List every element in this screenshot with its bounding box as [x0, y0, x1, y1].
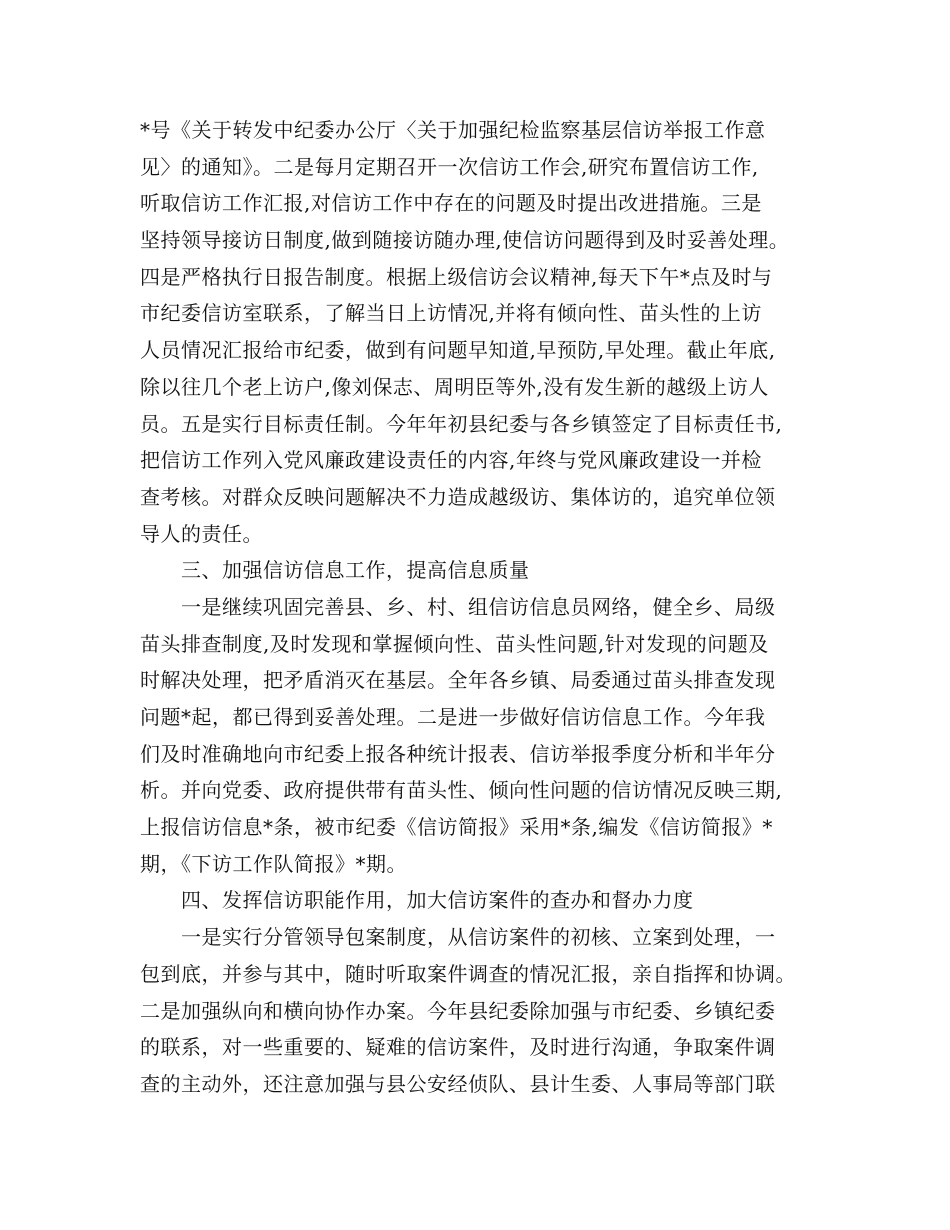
text-line: 坚持领导接访日制度,做到随接访随办理,使信访问题得到及时妥善处理。	[140, 228, 790, 253]
text-line: 导人的责任。	[140, 521, 263, 546]
text-line: 析。并向党委、政府提供带有苗头性、倾向性问题的信访情况反映三期,	[140, 778, 783, 803]
text-line: 见〉的通知》。二是每月定期召开一次信访工作会,研究布置信访工作,	[140, 154, 759, 179]
text-line: 时解决处理，把矛盾消灭在基层。全年各乡镇、局委通过苗头排查发现	[140, 668, 776, 693]
text-line: 三、加强信访信息工作，提高信息质量	[140, 558, 530, 583]
text-line: 除以往几个老上访户,像刘保志、周明臣等外,没有发生新的越级上访人	[140, 374, 769, 399]
text-line: 人员情况汇报给市纪委，做到有问题早知道,早预防,早处理。截止年底,	[140, 338, 776, 363]
text-line: 二是加强纵向和横向协作办案。今年县纪委除加强与市纪委、乡镇纪委	[140, 998, 776, 1023]
text-line: 苗头排查制度,及时发现和掌握倾向性、苗头性问题,针对发现的问题及	[140, 631, 769, 656]
text-line: 上报信访信息*条，被市纪委《信访简报》采用*条,编发《信访简报》*	[140, 815, 773, 840]
text-line: 包到底，并参与其中，随时听取案件调查的情况汇报，亲自指挥和协调。	[140, 961, 796, 986]
text-line: 问题*起，都已得到妥善处理。二是进一步做好信访信息工作。今年我	[140, 705, 766, 729]
text-line: 四、发挥信访职能作用，加大信访案件的查办和督办力度	[140, 888, 694, 913]
text-line: 期，《下访工作队简报》*期。	[140, 851, 407, 876]
text-line: 员。五是实行目标责任制。今年年初县纪委与各乡镇签定了目标责任书,	[140, 411, 783, 436]
text-line: 一是继续巩固完善县、乡、村、组信访信息员网络，健全乡、局级	[140, 594, 776, 619]
text-line: 们及时准确地向市纪委上报各种统计报表、信访举报季度分析和半年分	[140, 741, 776, 766]
text-line: 查的主动外，还注意加强与县公安经侦队、县计生委、人事局等部门联	[140, 1071, 776, 1096]
text-line: 的联系，对一些重要的、疑难的信访案件，及时进行沟通，争取案件调	[140, 1035, 776, 1060]
text-line: *号《关于转发中纪委办公厅〈关于加强纪检监察基层信访举报工作意	[140, 118, 766, 142]
text-line: 把信访工作列入党风廉政建设责任的内容,年终与党风廉政建设一并检	[140, 448, 762, 473]
text-line: 查考核。对群众反映问题解决不力造成越级访、集体访的，追究单位领	[140, 484, 776, 509]
text-line: 听取信访工作汇报,对信访工作中存在的问题及时提出改进措施。三是	[140, 191, 762, 216]
document-body	[140, 112, 825, 1103]
text-line: 市纪委信访室联系，了解当日上访情况,并将有倾向性、苗头性的上访	[140, 301, 762, 326]
text-line: 一是实行分管领导包案制度，从信访案件的初核、立案到处理，一	[140, 925, 776, 950]
text-line: 四是严格执行日报告制度。根据上级信访会议精神,每天下午*点及时与	[140, 264, 773, 289]
